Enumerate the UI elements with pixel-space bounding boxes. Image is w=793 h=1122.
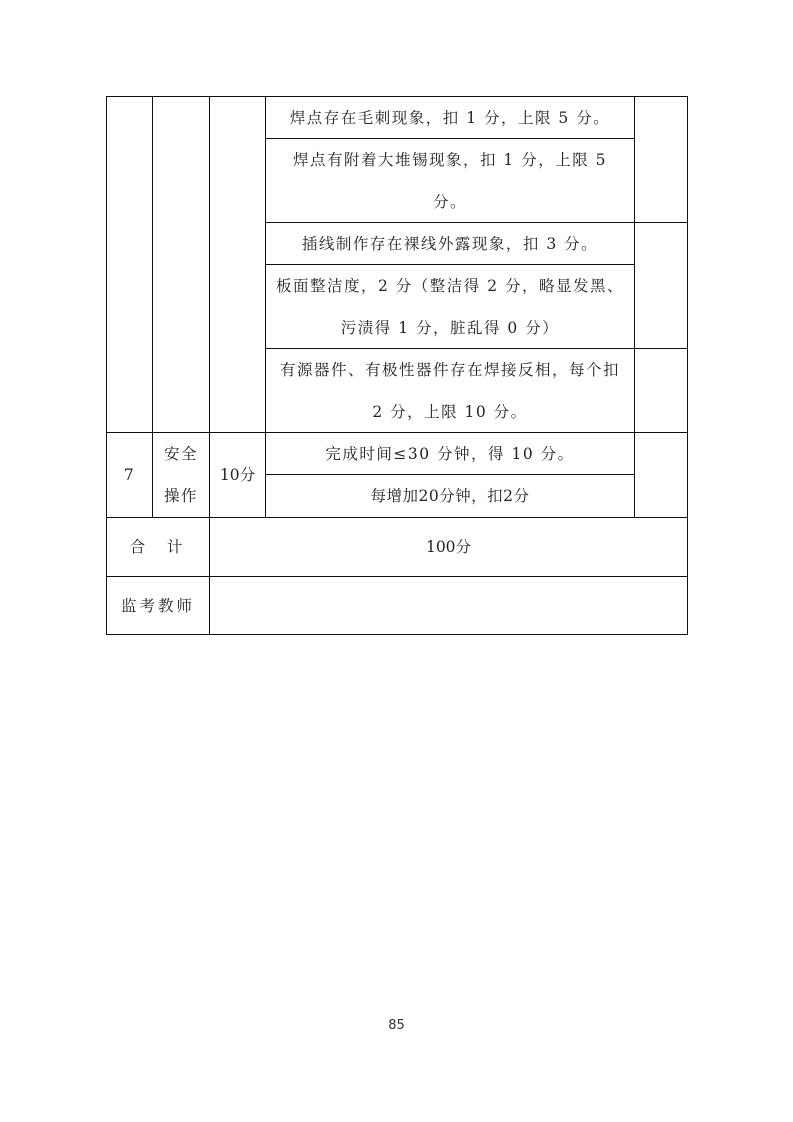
- page-number: 85: [388, 1018, 405, 1033]
- criterion-burr: 焊点存在毛刺现象，扣 1 分，上限 5 分。: [289, 108, 611, 127]
- criterion-board-cleanliness: 板面整洁度，2 分（整洁得 2 分，略显发黑、污渍得 1 分，脏乱得 0 分）: [276, 276, 625, 337]
- criterion-excess-solder: 焊点有附着大堆锡现象，扣 1 分，上限 5 分。: [292, 150, 607, 211]
- proctor-label: 监考教师: [120, 596, 195, 615]
- proctor-signature-field[interactable]: [210, 577, 687, 634]
- criterion-reverse-polarity: 有源器件、有极性器件存在焊接反相，每个扣 2 分，上限 10 分。: [279, 360, 620, 421]
- item-number: 7: [123, 466, 136, 484]
- criterion-overtime: 每增加20分钟，扣2分: [370, 487, 530, 505]
- criterion-bare-wire: 插线制作存在裸线外露现象，扣 3 分。: [301, 234, 599, 253]
- total-value: 100分: [425, 538, 472, 556]
- item-score: 10分: [219, 466, 256, 484]
- criterion-completion-time: 完成时间≤30 分钟，得 10 分。: [325, 444, 575, 463]
- total-label: 合 计: [129, 538, 187, 556]
- item-name: 安全操作: [163, 445, 198, 505]
